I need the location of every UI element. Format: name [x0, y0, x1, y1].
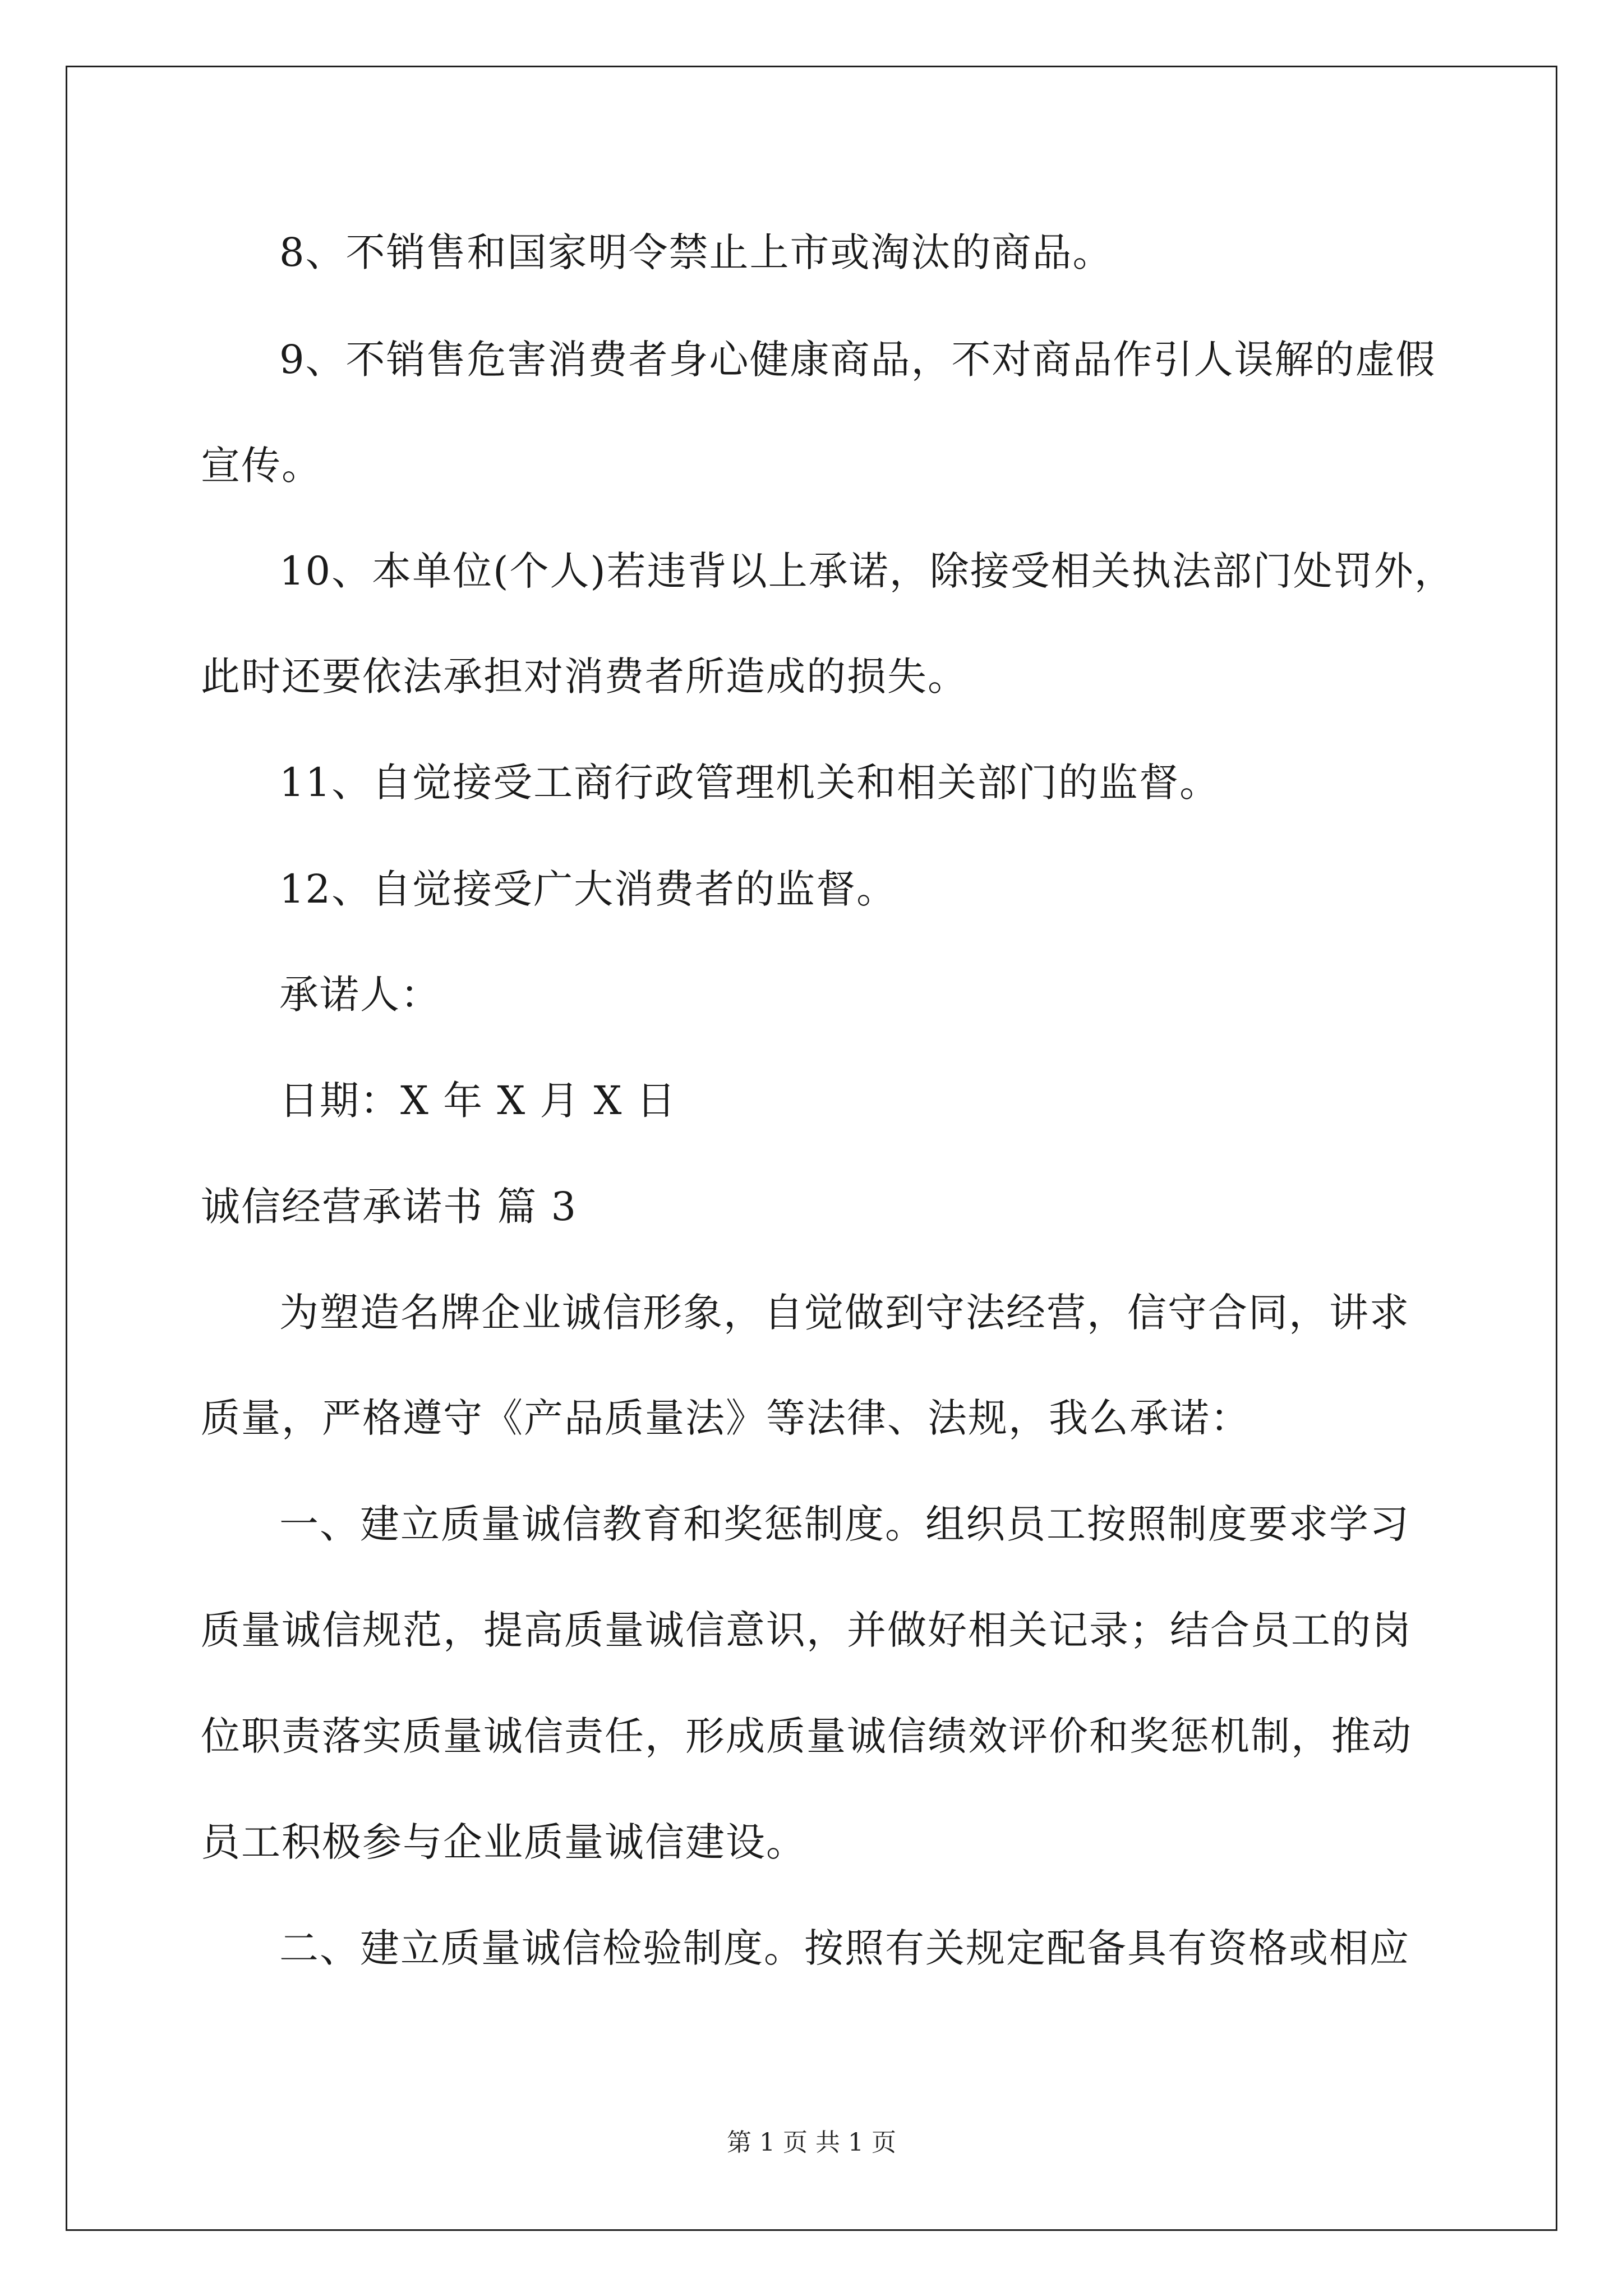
text-line: 二、建立质量诚信检验制度。按照有关规定配备具有资格或相应 [279, 1925, 1410, 1971]
text-line: 10、本单位(个人)若违背以上承诺，除接受相关执法部门处罚外， [279, 548, 1455, 594]
text-line: 8、不销售和国家明令禁止上市或淘汰的商品。 [279, 229, 1113, 275]
text-line: 日期：X 年 X 月 X 日 [279, 1078, 677, 1124]
text-line: 宣传。 [201, 443, 322, 489]
text-line: 9、不销售危害消费者身心健康商品，不对商品作引人误解的虚假 [279, 337, 1436, 383]
text-line: 12、自觉接受广大消费者的监督。 [279, 866, 897, 912]
text-line: 一、建立质量诚信教育和奖惩制度。组织员工按照制度要求学习 [279, 1501, 1410, 1547]
text-line: 此时还要依法承担对消费者所造成的损失。 [201, 654, 968, 700]
text-line: 11、自觉接受工商行政管理机关和相关部门的监督。 [279, 760, 1220, 806]
text-line: 位职责落实质量诚信责任，形成质量诚信绩效评价和奖惩机制，推动 [201, 1713, 1412, 1759]
text-line: 承诺人： [279, 972, 441, 1018]
text-line: 为塑造名牌企业诚信形象，自觉做到守法经营，信守合同，讲求 [279, 1290, 1410, 1336]
page-frame [66, 66, 1557, 2231]
text-line: 员工积极参与企业质量诚信建设。 [201, 1819, 806, 1865]
section-heading: 诚信经营承诺书 篇 3 [201, 1184, 578, 1230]
page-footer: 第 1 页 共 1 页 [727, 2128, 896, 2157]
text-line: 质量，严格遵守《产品质量法》等法律、法规，我么承诺： [201, 1395, 1251, 1441]
text-line: 质量诚信规范，提高质量诚信意识，并做好相关记录；结合员工的岗 [201, 1607, 1412, 1653]
